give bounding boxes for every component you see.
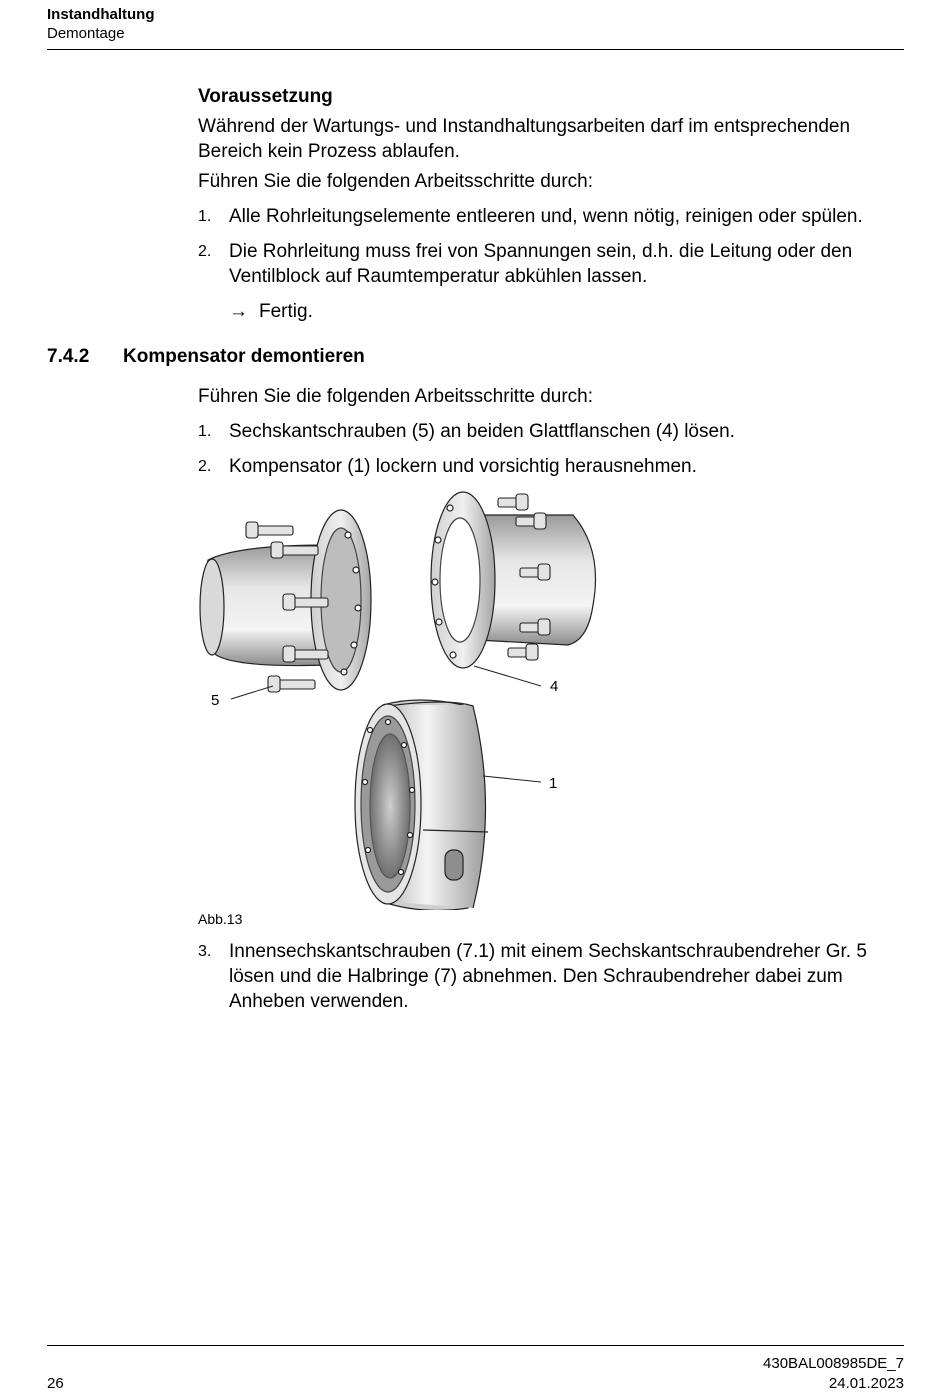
- step-text-line2: Ventilblock auf Raumtemperatur abkühlen lassen.: [229, 266, 648, 287]
- prerequisite-text-line1: Während der Wartungs- und Instandhaltungsarbeiten darf im entsprechenden: [198, 116, 851, 137]
- footer-divider: [47, 1345, 904, 1346]
- step-number: 1.: [198, 423, 212, 440]
- step-text: Kompensator (1) lockern und vorsichtig herausnehmen.: [229, 456, 697, 477]
- result-arrow-icon: →: [229, 301, 248, 322]
- result-text: Fertig.: [259, 301, 313, 322]
- prerequisite-intro: Führen Sie die folgenden Arbeitsschritte durch:: [198, 171, 594, 192]
- prerequisite-heading: Voraussetzung: [198, 86, 333, 107]
- right-flange-pipe: [431, 492, 596, 668]
- callout-1: 1: [549, 775, 558, 792]
- step-text-line1: Die Rohrleitung muss frei von Spannungen sein, d.h. die Leitung oder den: [229, 241, 853, 262]
- compensator-disassembly-figure: [198, 490, 603, 910]
- step-text-line1: Innensechskantschrauben (7.1) mit einem Sechskantschraubendreher Gr. 5: [229, 941, 867, 962]
- section-number: 7.4.2: [47, 346, 90, 367]
- section-title: Kompensator demontieren: [123, 346, 365, 367]
- section-intro: Führen Sie die folgenden Arbeitsschritte durch:: [198, 386, 594, 407]
- step-number: 2.: [198, 458, 212, 475]
- step-number: 3.: [198, 943, 212, 960]
- document-id: 430BAL008985DE_7: [763, 1355, 904, 1372]
- header-title: Instandhaltung: [47, 6, 155, 23]
- header-divider: [47, 49, 904, 50]
- compensator-body: [355, 700, 488, 910]
- callout-5: 5: [211, 692, 220, 709]
- step-text-line3: Anheben verwenden.: [229, 991, 409, 1012]
- result-line: [229, 299, 313, 324]
- page-number: 26: [47, 1375, 64, 1392]
- figure-caption: Abb.13: [198, 911, 243, 927]
- step-text: Sechskantschrauben (5) an beiden Glattflanschen (4) lösen.: [229, 421, 735, 442]
- prerequisite-text-line2: Bereich kein Prozess ablaufen.: [198, 141, 460, 162]
- step-number: 1.: [198, 208, 212, 225]
- step-text: Alle Rohrleitungselemente entleeren und, wenn nötig, reinigen oder spülen.: [229, 206, 863, 227]
- step-text-line2: lösen und die Halbringe (7) abnehmen. Den Schraubendreher dabei zum: [229, 966, 843, 987]
- step-number: 2.: [198, 243, 212, 260]
- callout-4: 4: [550, 678, 559, 695]
- header-subtitle: Demontage: [47, 25, 125, 42]
- document-date: 24.01.2023: [828, 1375, 904, 1392]
